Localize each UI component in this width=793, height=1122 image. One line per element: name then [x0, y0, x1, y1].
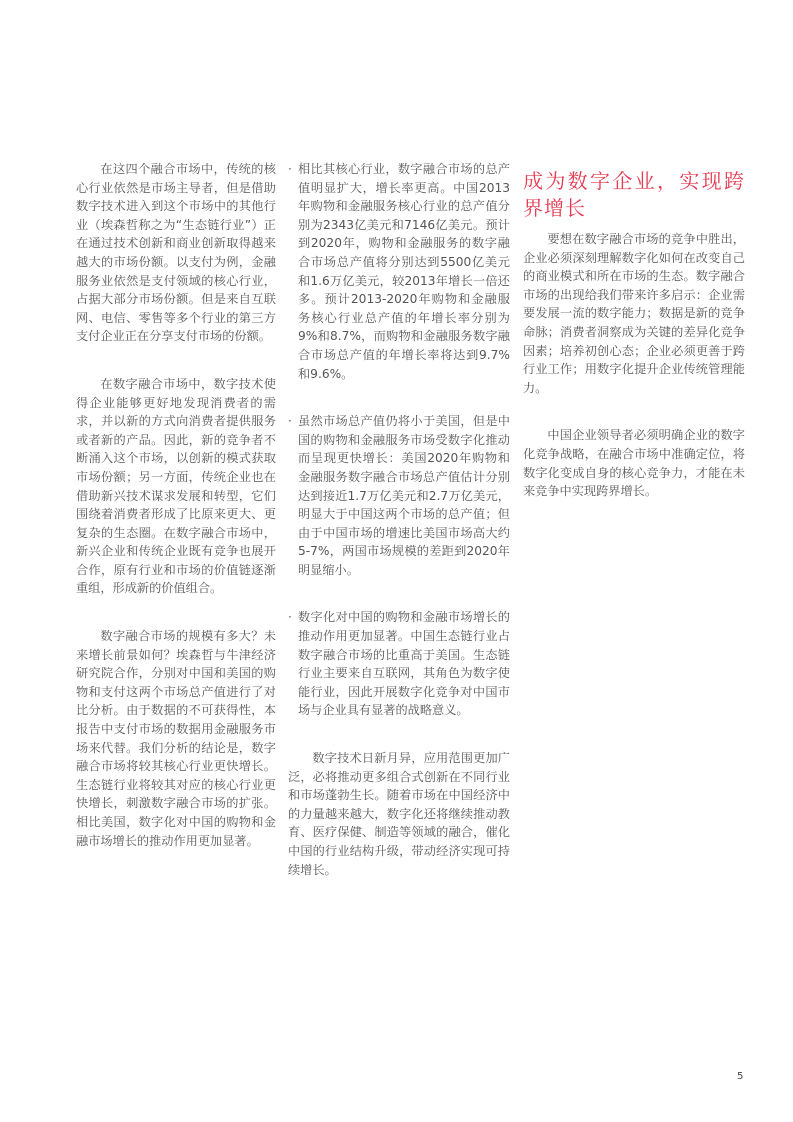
paragraph: 数字融合市场的规模有多大？未来增长前景如何？埃森哲与牛津经济研究院合作，分别对中国和美国的购物和支付这两个市场总产值进行了对比分析。由于数据的不可获得性，本报告中支付市场的数据用金融服务市场来代替。我们分析的结论是，数字融合市场将较其核心行业更快增长。生态链行业将较其对应的核心行业更快增长，刺激数字融合市场的扩张。相比美国，数字化对中国的购物和金融市场增长的推动作用更加显著。	[76, 629, 276, 848]
paragraph: 数字技术日新月异，应用范围更加广泛，必将推动更多组合式创新在不同行业和市场蓬勃生长。随着市场在中国经济中的力量越来越大，数字化还将继续推动教育、医疗保健、制造等领域的融合，催化中国的行业结构升级，带动经济实现可持续增长。	[288, 751, 510, 877]
paragraph: 中国企业领导者必须明确企业的数字化竞争战略，在融合市场中准确定位，将数字化变成自身的核心竞争力，才能在未来竞争中实现跨界增长。	[523, 428, 745, 499]
column-2	[288, 160, 510, 908]
bullet-item	[288, 608, 510, 720]
paragraph: 在数字融合市场中，数字技术使得企业能够更好地发现消费者的需求，并以新的方式向消费者提供服务或者新的产品。因此，新的竞争者不断涌入这个市场，以创新的模式获取市场份额；另一方面，传统企业也在借助新兴技术谋求发展和转型，它们围绕着消费者形成了比原来更大、更复杂的生态圈。在数字融合市场中，新兴企业和传统企业既有竞争也展开合作，原有行业和市场的价值链逐渐重组，形成新的价值组合。	[76, 376, 276, 596]
paragraph: 在这四个融合市场中，传统的核心行业依然是市场主导者，但是借助数字技术进入到这个市场中的其他行业（埃森哲称之为“生态链行业”）正在通过技术创新和商业创新取得越来越大的市场份额。以支付为例，金融服务业依然是支付领域的核心行业，占据大部分市场份额。但是来自互联网、电信、零售等多个行业的第三方支付企业正在分享支付市场的份额。	[76, 162, 276, 344]
column-1	[76, 160, 276, 879]
bullet-text: 数字化对中国的购物和金融市场增长的推动作用更加显著。中国生态链行业占数字融合市场的比重高于美国。生态链行业主要来自互联网，其角色为数字使能行业，因此开展数字化竞争对中国市场与企业具有显著的战略意义。	[298, 610, 510, 718]
bullet-icon: ·	[288, 414, 292, 429]
bullet-text: 虽然市场总产值仍将小于美国，但是中国的购物和金融服务市场受数字化推动而呈现更快增长：美国2020年购物和金融服务数字融合市场总产值估计分别达到接近1.7万亿美元和2.7万亿美元，明显大于中国这两个市场的总产值；但由于中国市场的增速比美国市场高大约5-7%，两国市场规模的差距到2020年明显缩小。	[298, 414, 510, 577]
section-heading: 成为数字企业，实现跨界增长	[523, 169, 745, 220]
bullet-text: 相比其核心行业，数字融合市场的总产值明显扩大，增长率更高。中国2013年购物和金融服务核心行业的总产值分别为2343亿美元和7146亿美元。预计到2020年，购物和金融服务的数字融合市场总产值将分别达到5500亿美元和1.6万亿美元，较2013年增长一倍还多。预计2013-2020年购物和金融服务核心行业总产值的年增长率分别为9%和8.7%，而购物和金融服务数字融合市场总产值的年增长率将达到9.7%和9.6%。	[298, 162, 510, 381]
column-3	[523, 168, 745, 530]
bullet-item	[288, 160, 510, 383]
bullet-icon: ·	[288, 162, 292, 176]
paragraph: 要想在数字融合市场的竞争中胜出，企业必须深刻理解数字化如何在改变自己的商业模式和所在市场的生态。数字融合市场的出现给我们带来许多启示：企业需要发展一流的数字能力；数据是新的竞争命脉；消费者洞察成为关键的差异化竞争因素；培养初创心态；企业必须更善于跨行业工作；用数字化提升企业传统管理能力。	[523, 232, 745, 395]
page-number: 5	[737, 1071, 744, 1082]
bullet-icon: ·	[288, 610, 292, 625]
bullet-item	[288, 412, 510, 579]
